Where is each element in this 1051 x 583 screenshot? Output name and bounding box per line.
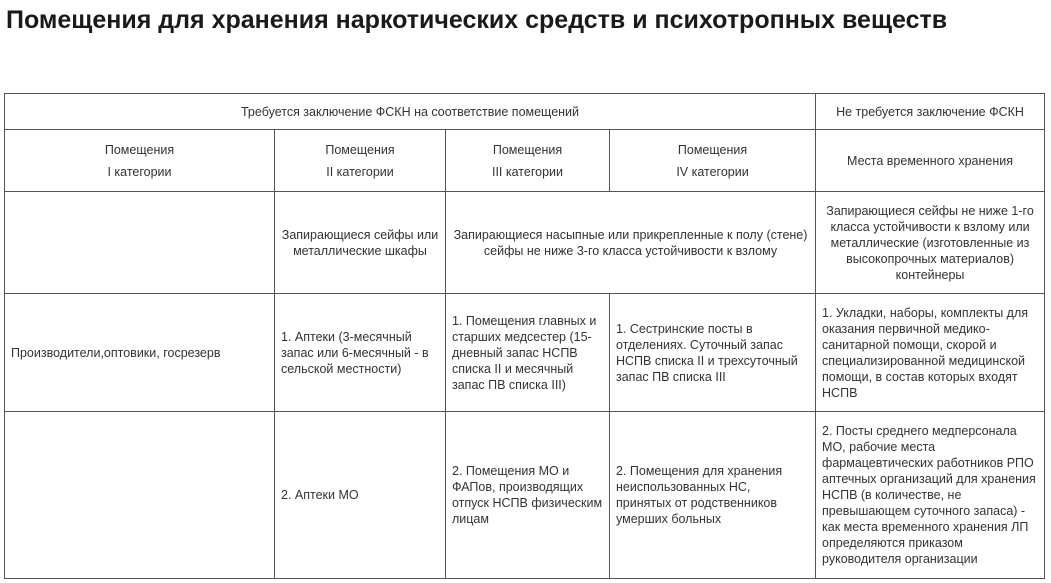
category-3-label: Помещения (492, 142, 563, 157)
storage-req-cat1 (5, 192, 275, 294)
category-2-label: Помещения (325, 142, 395, 157)
storage-premises-table (4, 93, 1045, 579)
category-2-cell (275, 130, 446, 192)
temp-storage-header: Места временного хранения (816, 130, 1045, 192)
row1-cat4: 1. Сестринские посты в отделениях. Суточный запас НСПВ списка II и трехсуточный запас ПВ списка III (610, 294, 816, 412)
storage-req-cat3-4: Запирающиеся насыпные или прикрепленные к полу (стене) сейфы не ниже 3-го класса устойчивости к взлому (446, 192, 816, 294)
category-2-name: II категории (326, 164, 394, 179)
row2-cat2: 2. Аптеки МО (275, 412, 446, 579)
row1-cat3: 1. Помещения главных и старших медсестер (15-дневный запас НСПВ списка II и месячный запас ПВ списка III) (446, 294, 610, 412)
header-fskn-required: Требуется заключение ФСКН на соответствие помещений (5, 94, 816, 130)
category-1-label: Помещения (104, 142, 175, 157)
row2-cat1 (5, 412, 275, 579)
page-title: Помещения для хранения наркотических средств и психотропных веществ (6, 6, 948, 34)
categories-row (5, 130, 1045, 192)
row1-cat2: 1. Аптеки (3-месячный запас или 6-месячный - в сельской местности) (275, 294, 446, 412)
category-1-cell (5, 130, 275, 192)
table-row (5, 294, 1045, 412)
storage-req-cat2: Запирающиеся сейфы или металлические шкафы (275, 192, 446, 294)
row1-temp: 1. Укладки, наборы, комплекты для оказания первичной медико-санитарной помощи, скорой и специализированной медицинской помощи, в состав которых входят НСПВ (816, 294, 1045, 412)
storage-req-temp: Запирающиеся сейфы не ниже 1-го класса устойчивости к взлому или металлические (изготовленные из высокопрочных материалов) контейнеры (816, 192, 1045, 294)
header-fskn-not-required: Не требуется заключение ФСКН (816, 94, 1045, 130)
table-row (5, 412, 1045, 579)
category-4-label: Помещения (677, 142, 748, 157)
category-3-cell (446, 130, 610, 192)
row2-cat3: 2. Помещения МО и ФАПов, производящих отпуск НСПВ физическим лицам (446, 412, 610, 579)
category-4-name: IV категории (676, 164, 749, 179)
category-3-name: III категории (491, 164, 563, 179)
table-header-row (5, 94, 1045, 130)
category-1-name: I категории (107, 164, 172, 179)
row2-temp: 2. Посты среднего медперсонала МО, рабочие места фармацевтических работников РПО аптечных организаций для хранения НСПВ (в количестве, не превышающем суточного запаса) - как места временного хранения ЛП определяются приказом руководителя организации (816, 412, 1045, 579)
row2-cat4: 2. Помещения для хранения неиспользованных НС, принятых от родственников умерших больных (610, 412, 816, 579)
category-4-cell (610, 130, 816, 192)
row1-cat1: Производители,оптовики, госрезерв (5, 294, 275, 412)
storage-requirements-row (5, 192, 1045, 294)
